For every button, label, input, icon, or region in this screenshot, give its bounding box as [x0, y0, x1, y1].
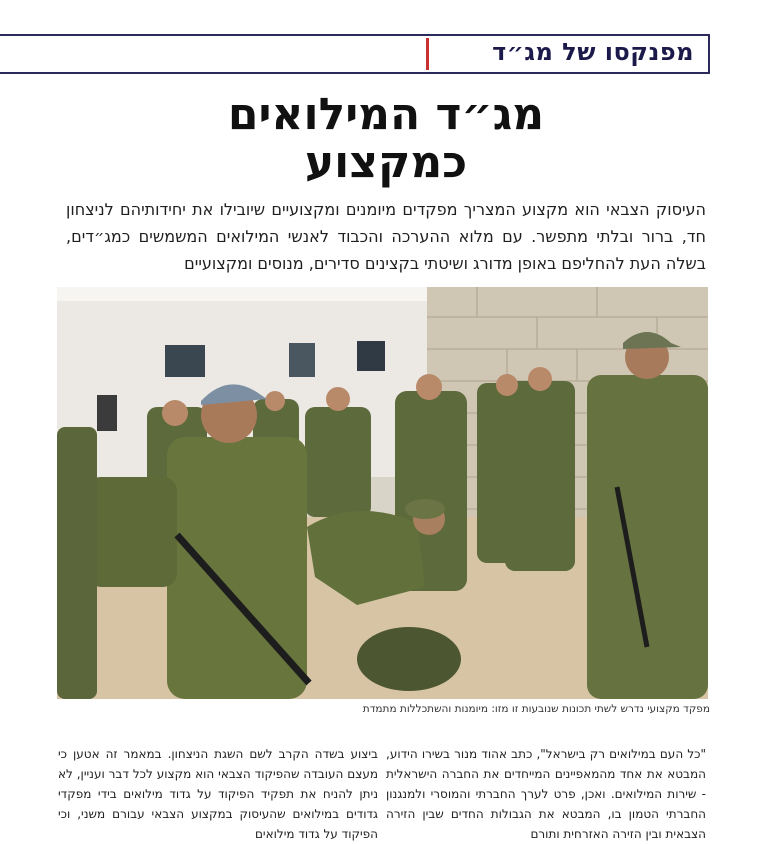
body-column-right: "כל העם במילואים רק בישראל", כתב אהוד מנור בשירו הידוע, המבטא את אחד מהמאפיינים המייחדים את החברה הישראלית - שירות המילואים. ואכן, פרט לערך החברתי והמוסרי ולמנגנון החברתי הטמון בו, המבטא את הגבולות החדים שבין הזירה הצבאית ובין הזירה האזרחית ותורם: [386, 747, 706, 841]
body-column-left: ביצוע בשדה הקרב לשם השגת הניצחון. במאמר זה אטען כי מעצם העובדה שהפיקוד הצבאי הוא מקצוע לכל דבר ועניין, לא ניתן להניח את תפקיד הפיקוד על גדוד מילואים בידי מפקדי גדודים במילואים שהעיסוק במקצוע הצבאי עבורם משני, וכי הפיקוד על גדוד מילואים: [58, 747, 378, 841]
section-title: מפנקסו של מג״ד: [492, 38, 694, 66]
header-accent-bar: [426, 38, 429, 70]
photo-caption: מפקד מקצועי נדרש לשתי תכונות שנובעות זו מזו: מיומנות והשתכללות מתמדת: [362, 703, 710, 715]
article-title-line-2: כמקצוע: [304, 137, 468, 188]
section-header: [0, 34, 710, 74]
soldiers-photo: [57, 287, 708, 699]
article-title-line-1: מג״ד המילואים: [227, 89, 545, 140]
article-lede: העיסוק הצבאי הוא מקצוע המצריך מפקדים מיומנים ומקצועיים שיובילו את יחידותיהם לניצחון חד, ברור ובלתי מתפשר. עם מלוא ההערכה והכבוד לאנשי המילואים המשמשים כמג״דים, בשלה העת להחליפם באופן מדורג ושיטתי בקצינים סדירים, מנוסים ומקצועיים: [66, 200, 706, 273]
